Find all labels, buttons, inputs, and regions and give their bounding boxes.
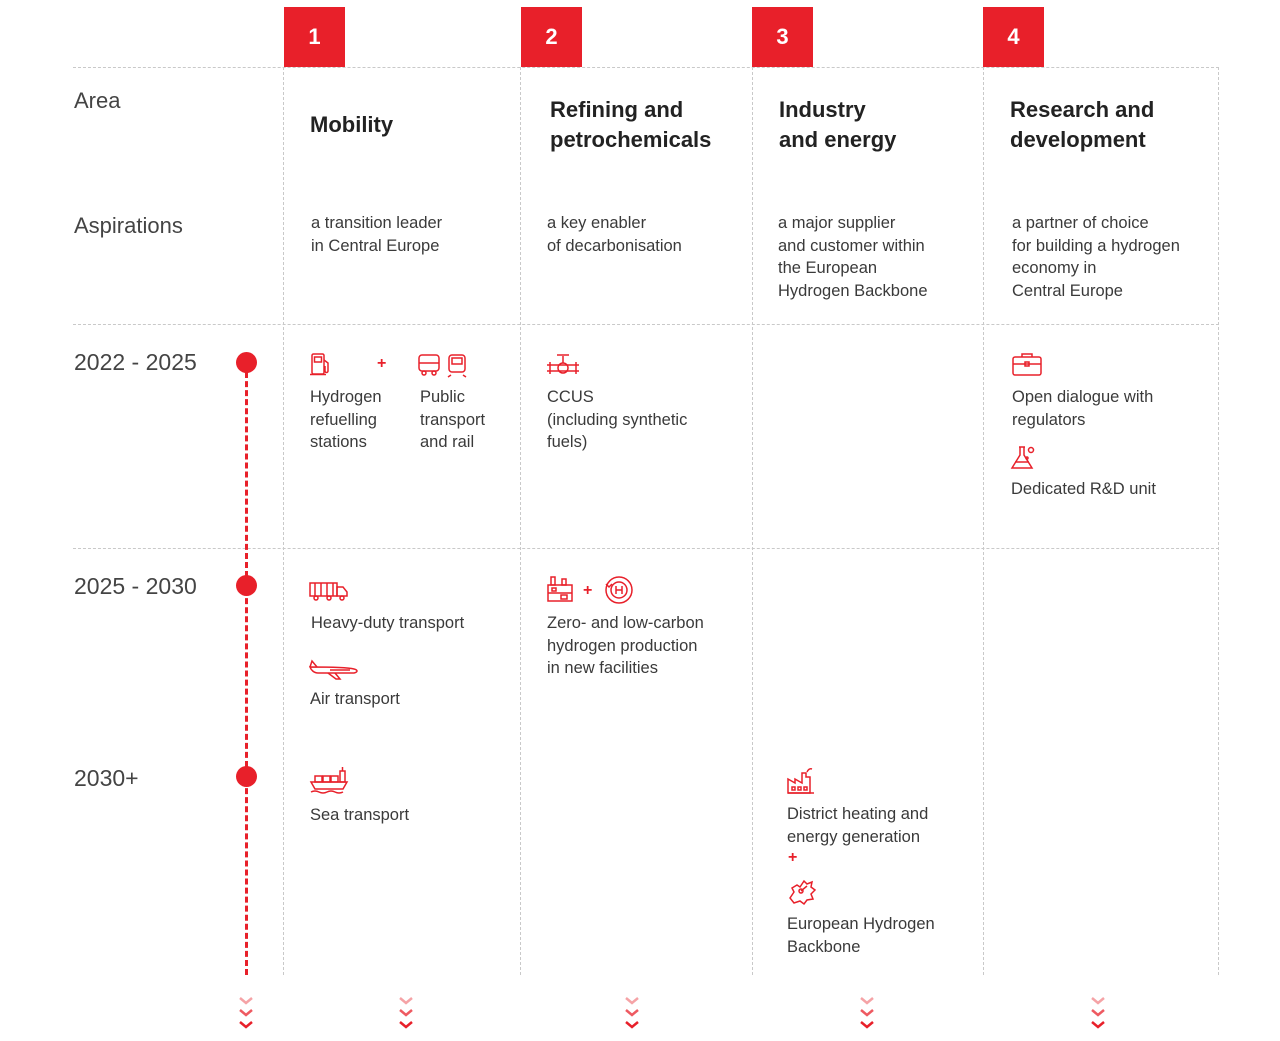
item-heavy-duty: Heavy-duty transport (311, 614, 465, 632)
period-label-2: 2025 - 2030 (74, 573, 197, 599)
item-ccus: CCUS (including synthetic fuels) (547, 388, 688, 451)
item-public-transport: Public transport and rail (420, 388, 486, 451)
chevron-down-icon (623, 995, 641, 1033)
grid-line-top (73, 67, 1219, 68)
aspiration-research: a partner of choice for building a hydrogen economy in Central Europe (1012, 214, 1180, 300)
aspiration-mobility: a transition leader in Central Europe (311, 214, 443, 255)
grid-line-col-3 (752, 67, 753, 975)
europe-map-icon (786, 876, 820, 906)
item-hydrogen-refuelling: Hydrogen refuelling stations (310, 388, 382, 451)
aspiration-refining: a key enabler of decarbonisation (547, 214, 682, 255)
fuel-pump-icon (308, 351, 332, 377)
item-european-backbone: European Hydrogen Backbone (787, 915, 935, 956)
grid-line-col-2 (520, 67, 521, 975)
column-title-refining: Refining and petrochemicals (550, 97, 712, 152)
column-number-2: 2 (521, 7, 582, 67)
grid-line-col-1 (283, 67, 284, 975)
period-label-3: 2030+ (74, 765, 139, 791)
plus-sign: + (583, 582, 593, 599)
column-title-industry: Industry and energy (779, 97, 897, 152)
period-label-1: 2022 - 2025 (74, 349, 197, 375)
item-zero-low-carbon: Zero- and low-carbon hydrogen production in new facilities (547, 614, 704, 677)
pipe-valve-icon (546, 351, 580, 377)
factory-icon (786, 767, 816, 795)
aspiration-industry: a major supplier and customer within the European Hydrogen Backbone (778, 214, 928, 300)
chevron-down-icon (397, 995, 415, 1033)
plant-hydrogen-icon (546, 575, 574, 603)
briefcase-icon (1011, 351, 1043, 377)
column-title-research: Research and development (1010, 97, 1155, 152)
airplane-icon (308, 658, 360, 680)
item-rd-unit: Dedicated R&D unit (1011, 480, 1156, 498)
timeline-dot-1 (236, 352, 257, 373)
flask-icon (1009, 445, 1037, 471)
item-district-heating: District heating and energy generation (787, 805, 929, 846)
plus-sign: + (377, 355, 387, 372)
timeline-dot-2 (236, 575, 257, 596)
timeline-dot-3 (236, 766, 257, 787)
timeline-line (245, 363, 248, 975)
column-number-1: 1 (284, 7, 345, 67)
ship-icon (309, 766, 351, 794)
grid-line-right (1218, 67, 1219, 975)
chevron-down-icon (237, 995, 255, 1033)
column-number-4: 4 (983, 7, 1044, 67)
chevron-down-icon (1089, 995, 1107, 1033)
row-label-area: Area (74, 88, 121, 113)
truck-icon (309, 580, 349, 602)
item-air-transport: Air transport (310, 690, 400, 708)
grid-line-aspirations-bottom (73, 324, 1219, 325)
grid-line-col-4 (983, 67, 984, 975)
bus-train-icon (417, 352, 469, 378)
item-sea-transport: Sea transport (310, 806, 410, 824)
column-title-mobility: Mobility (310, 112, 394, 137)
column-number-3: 3 (752, 7, 813, 67)
hydrogen-cycle-icon (603, 574, 635, 606)
chevron-down-icon (858, 995, 876, 1033)
item-open-dialogue: Open dialogue with regulators (1012, 388, 1154, 429)
row-label-aspirations: Aspirations (74, 213, 183, 238)
plus-sign: + (788, 849, 798, 866)
